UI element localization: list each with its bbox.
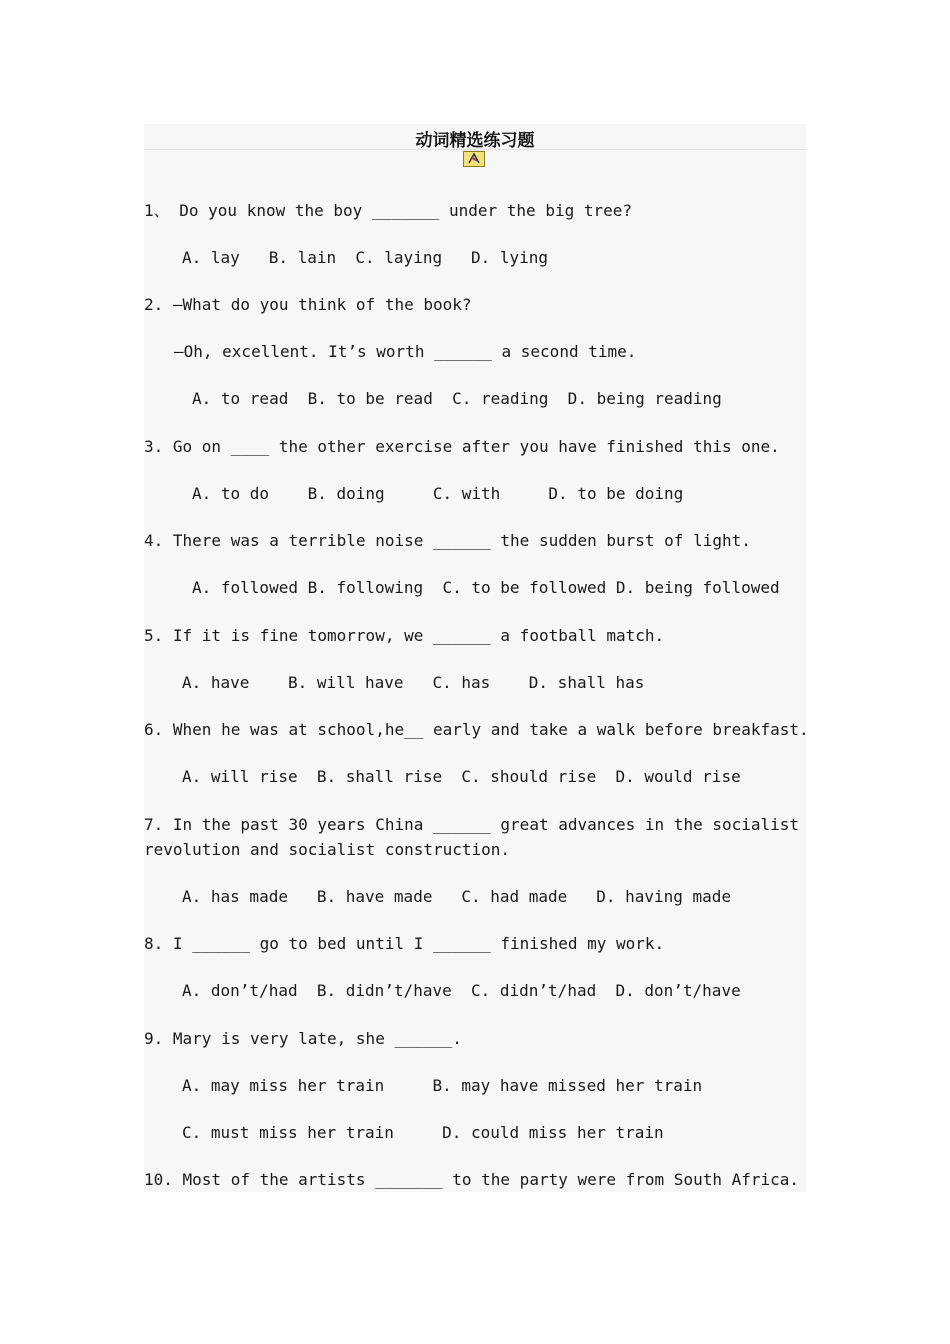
question-1: 1、 Do you know the boy _______ under the big tree? — [144, 201, 633, 220]
question-9: 9. Mary is very late, she ______. — [144, 1029, 462, 1048]
question-10: 10. Most of the artists _______ to the party were from South Africa. — [144, 1170, 800, 1189]
question-6: 6. When he was at school,he__ early and take a walk before breakfast. — [144, 720, 809, 739]
question-2-options: A. to read B. to be read C. reading D. being reading — [192, 389, 722, 408]
document-title: 动词精选练习题 — [415, 131, 535, 151]
question-5: 5. If it is fine tomorrow, we ______ a football match. — [144, 626, 665, 645]
question-4-options: A. followed B. following C. to be followed D. being followed — [192, 578, 780, 597]
question-8-options: A. don’t/had B. didn’t/have C. didn’t/had D. don’t/have — [182, 981, 741, 1000]
question-4: 4. There was a terrible noise ______ the sudden burst of light. — [144, 531, 751, 550]
question-8: 8. I ______ go to bed until I ______ finished my work. — [144, 934, 665, 953]
question-5-options: A. have B. will have C. has D. shall has — [182, 673, 645, 692]
question-7-continued: revolution and socialist construction. — [144, 840, 511, 859]
question-7-options: A. has made B. have made C. had made D. having made — [182, 887, 732, 906]
question-1-options: A. lay B. lain C. laying D. lying — [182, 248, 549, 267]
question-9-options-a-b: A. may miss her train B. may have missed her train — [182, 1076, 703, 1095]
question-6-options: A. will rise B. shall rise C. should rise D. would rise — [182, 767, 741, 786]
document-icon[interactable] — [463, 151, 485, 167]
question-3: 3. Go on ____ the other exercise after you have finished this one. — [144, 437, 780, 456]
question-3-options: A. to do B. doing C. with D. to be doing — [192, 484, 684, 503]
question-7: 7. In the past 30 years China ______ great advances in the socialist — [144, 815, 800, 834]
question-2: 2. —What do you think of the book? — [144, 295, 472, 314]
document-page — [144, 124, 809, 1192]
question-2-reply: —Oh, excellent. It’s worth ______ a second time. — [174, 342, 637, 361]
question-9-options-c-d: C. must miss her train D. could miss her train — [182, 1123, 664, 1142]
title-bar — [144, 124, 806, 150]
